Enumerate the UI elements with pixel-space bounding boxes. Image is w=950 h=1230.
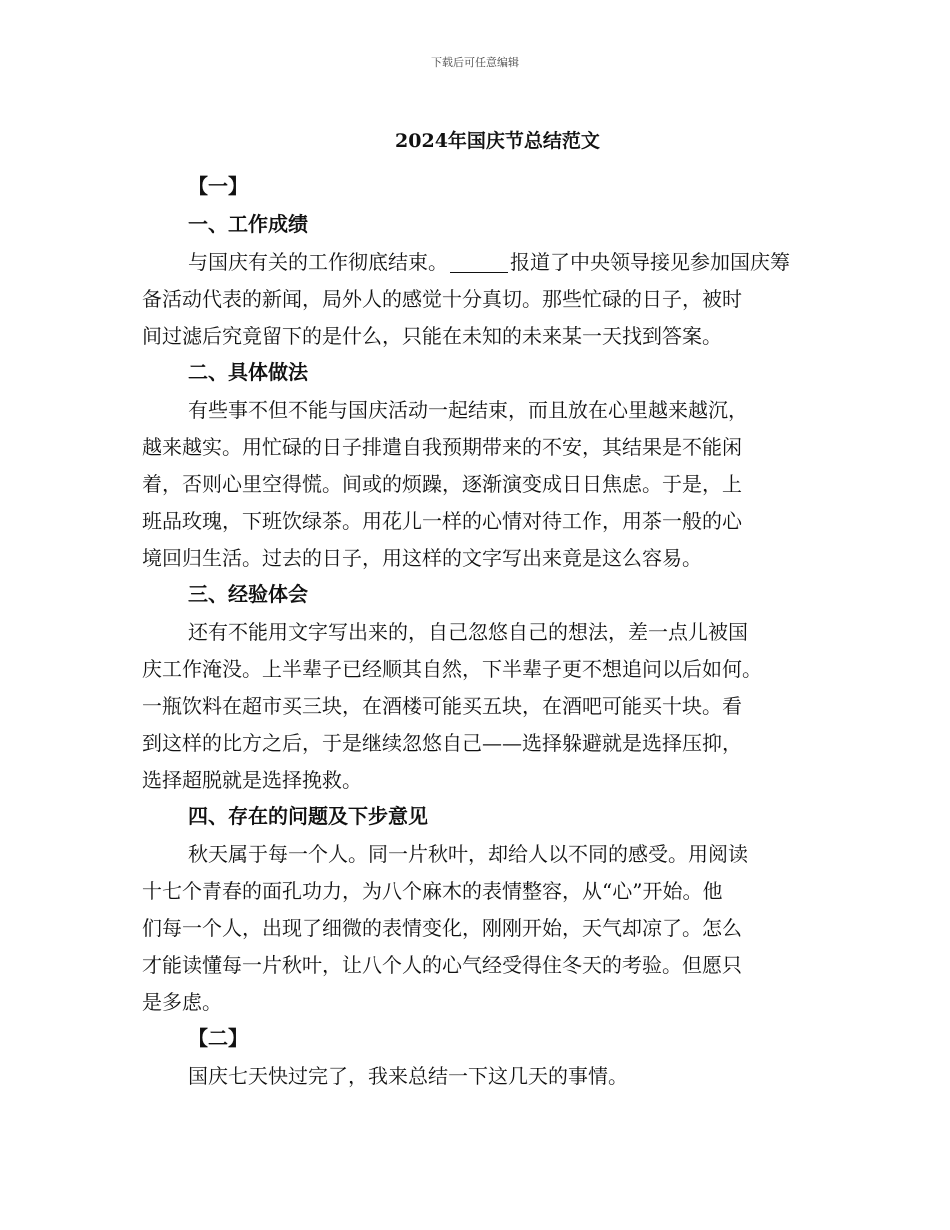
paragraph-line: 到这样的比方之后，于是继续忽悠自己——选择躲避就是选择压抑，	[142, 731, 742, 755]
heading-methods: 二、具体做法	[188, 360, 308, 384]
paragraph-line: 选择超脱就是选择挽救。	[142, 768, 362, 792]
paragraph-line	[188, 248, 790, 276]
paragraph-line: 十七个青春的面孔功力，为八个麻木的表情整容，从“心”开始。他	[142, 879, 723, 903]
paragraph-line: 庆工作淹没。上半辈子已经顺其自然，下半辈子更不想追问以后如何。	[142, 657, 762, 681]
paragraph-line: 着，否则心里空得慌。间或的烦躁，逐渐演变成日日焦虑。于是，上	[142, 472, 742, 496]
paragraph-text: 报道了中央领导接见参加国庆筹	[510, 250, 790, 274]
blank-underline	[450, 270, 508, 273]
section-marker-2: 【二】	[188, 1026, 248, 1050]
page-header: 下载后可任意编辑	[431, 56, 519, 69]
paragraph-line: 才能读懂每一片秋叶，让八个人的心气经受得住冬天的考验。但愿只	[142, 953, 742, 977]
paragraph-line: 间过滤后究竟留下的是什么，只能在未知的未来某一天找到答案。	[142, 324, 722, 348]
paragraph-line: 境回归生活。过去的日子，用这样的文字写出来竟是这么容易。	[142, 546, 702, 570]
heading-work-results: 一、工作成绩	[188, 212, 308, 236]
paragraph-line: 越来越实。用忙碌的日子排遣自我预期带来的不安，其结果是不能闲	[142, 435, 742, 459]
paragraph-line: 班品玫瑰，下班饮绿茶。用花儿一样的心情对待工作，用茶一般的心	[142, 509, 742, 533]
document-title: 2024年国庆节总结范文	[395, 130, 600, 152]
paragraph-line: 有些事不但不能与国庆活动一起结束，而且放在心里越来越沉，	[188, 398, 748, 422]
paragraph-line: 秋天属于每一个人。同一片秋叶，却给人以不同的感受。用阅读	[188, 842, 748, 866]
heading-problems: 四、存在的问题及下步意见	[188, 804, 428, 828]
paragraph-line: 们每一个人，出现了细微的表情变化，刚刚开始，天气却凉了。怎么	[142, 916, 742, 940]
heading-experience: 三、经验体会	[188, 582, 308, 606]
paragraph-line: 备活动代表的新闻，局外人的感觉十分真切。那些忙碌的日子，被时	[142, 287, 742, 311]
section-marker-1: 【一】	[188, 174, 248, 198]
paragraph-line: 还有不能用文字写出来的，自己忽悠自己的想法，差一点儿被国	[188, 620, 748, 644]
paragraph-line: 是多虑。	[142, 990, 222, 1014]
paragraph-line: 国庆七天快过完了，我来总结一下这几天的事情。	[188, 1064, 628, 1088]
paragraph-text: 与国庆有关的工作彻底结束。	[188, 250, 448, 274]
paragraph-line: 一瓶饮料在超市买三块，在酒楼可能买五块，在酒吧可能买十块。看	[142, 694, 742, 718]
